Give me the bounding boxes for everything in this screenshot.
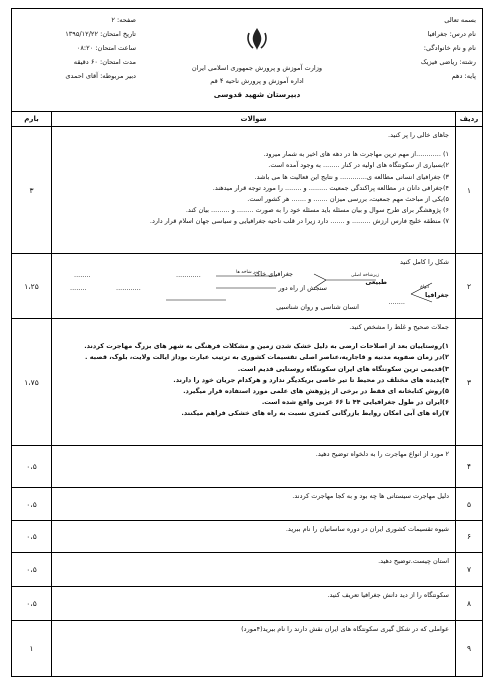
diagram-root: جغرافیا	[425, 291, 449, 300]
column-header-score: بارم	[12, 112, 52, 127]
exam-header	[11, 8, 483, 111]
diagram-blank: ........	[70, 284, 87, 293]
header-exam-date: تاریخ امتحان: ۱۳۹۵/۱۲/۲۲	[65, 30, 136, 38]
column-header-row-number: ردیف	[456, 112, 483, 127]
header-exam-duration: مدت امتحان: ۶۰ دقیقه	[73, 58, 136, 66]
question-body	[52, 621, 456, 677]
question-line: ۳)قدیمی ترین سکونتگاه های ایران سکونتگاه روستایی قدیم است.	[237, 364, 449, 373]
diagram-psychology: انسان شناسی و روان شناسیی	[276, 303, 359, 312]
question-line: ۴)پدیده های مختلف در محیط تا تیر خاصی بریکدیگر ندارد و هرکدام جریان خود را دارند.	[173, 375, 449, 384]
question-body	[52, 254, 456, 319]
question-body	[52, 587, 456, 621]
question-score: ۰،۵	[12, 553, 52, 587]
question-title: سکونتگاه را از دید دانش جغرافیا تعریف کنید.	[327, 591, 449, 599]
question-line: ۱)روستاییان بعد از اصلاحات ارضی به دلیل خشک شدن زمین و مشکلات فرهنگی به شهر های بزرگ مهاجرت کردند.	[84, 342, 449, 351]
question-score: ۰،۵	[12, 521, 52, 553]
question-line: ۲)در زمان صفویه مدنیه و قاجاریه،عناصر اصلی تقسیمات کشوری به ترتیب عبارت بوداز ایالت ولایت، بلوک، قصبه .	[84, 353, 449, 362]
question-score: ۰،۵	[12, 587, 52, 621]
diagram-sub-label: زیر شاخه ها	[236, 270, 259, 276]
question-number: ۴	[456, 446, 483, 488]
question-title: شکل را کامل کنید	[399, 258, 449, 266]
question-number: ۱	[456, 127, 483, 254]
question-title: استان چیست.توضیح دهید.	[378, 557, 449, 565]
question-row-4	[12, 446, 483, 488]
question-number: ۶	[456, 521, 483, 553]
question-number: ۳	[456, 319, 483, 446]
diagram-blank: ............	[176, 271, 201, 280]
question-line: ۶)ایران در طول جغرافیایی ۴۴ تا ۶۶ غربی واقع شده است.	[261, 398, 449, 407]
question-number: ۲	[456, 254, 483, 319]
question-line: ۵)روش کتابخانه ای فقط در برخی از پژوهش های علمی مورد استفاده قرار میگیرد.	[183, 387, 449, 396]
question-body	[52, 521, 456, 553]
question-row-8	[12, 587, 483, 621]
question-title: جملات صحیح و غلط را مشخص کنید.	[349, 323, 449, 331]
questions-table	[11, 111, 483, 677]
question-body	[52, 446, 456, 488]
question-line: ۷) منطقه خلیج فارس ارزش ......... و ....... دارد زیرا در قلب ناحیه جغرافیایی و سیاسی جهان اسلام قرار دارد.	[149, 217, 449, 226]
header-ministry: وزارت آموزش و پرورش جمهوری اسلامی ایران	[191, 64, 323, 72]
question-number: ۸	[456, 587, 483, 621]
question-number: ۵	[456, 488, 483, 521]
question-body	[52, 553, 456, 587]
header-field: رشته: ریاضی فیزیک	[420, 58, 476, 66]
question-row-3	[12, 319, 483, 446]
question-score: ۰،۵	[12, 488, 52, 521]
diagram-branch-label: زیرشاخه اصلی	[351, 273, 379, 279]
question-row-7	[12, 553, 483, 587]
question-line: ۳) جغرافیای انسانی مطالعه ی............. و نتایج این فعالیت ها می باشد.	[254, 172, 449, 181]
question-row-6	[12, 521, 483, 553]
question-row-2	[12, 254, 483, 319]
diagram-blank: ........	[74, 271, 91, 280]
table-header-row	[12, 112, 483, 127]
header-bismillah: بسمه تعالی	[444, 16, 476, 24]
question-score: ۱،۷۵	[12, 319, 52, 446]
header-school-name: دبیرستان شهید قدوسی	[213, 90, 301, 99]
diagram-geo-soil: جغرافیای خاک	[254, 270, 293, 279]
header-page-number: صفحه: ۲	[111, 16, 136, 24]
question-score: ۰،۵	[12, 446, 52, 488]
question-row-5	[12, 488, 483, 521]
question-body	[52, 319, 456, 446]
question-number: ۹	[456, 621, 483, 677]
header-course-name: نام درس: جغرافیا	[427, 30, 476, 38]
diagram-branch-natural: طبیعی	[365, 278, 387, 287]
header-department: اداره آموزش و پرورش ناحیه ۴ قم	[210, 77, 304, 85]
question-line: ۱) ............از مهم ترین مهاجرت ها در دهه های اخیر به شمار میرود.	[263, 150, 449, 159]
column-header-questions: سوالات	[52, 112, 456, 127]
question-row-1	[12, 127, 483, 254]
question-body	[52, 488, 456, 521]
question-title: عواملی که در شکل گیری سکونتگاه های ایران نقش دارند را نام ببرید(۴مورد)	[241, 625, 449, 633]
diagram-remote-sensing: سنجش از راه دور	[278, 284, 327, 293]
question-title: جاهای خالی را پر کنید.	[388, 131, 449, 139]
header-center-info	[162, 27, 352, 101]
question-title: شیوه تقسیمات کشوری ایران در دوره ساسانیان را نام ببرید.	[285, 525, 449, 533]
question-number: ۷	[456, 553, 483, 587]
question-line: ۲)بسیاری از سکونتگاه های اولیه در کنار ........ به وجود آمده است.	[268, 161, 449, 170]
question-line: ۴)جغرافی دانان در مطالعه پراکندگی جمعیت ......... و ........ را مورد توجه قرار میدهند.	[212, 183, 449, 192]
question-title: دلیل مهاجرت سیستانی ها چه بود و به کجا مهاجرت کردند.	[292, 492, 449, 500]
diagram-root-label: انواع	[420, 285, 429, 291]
diagram-blank: ............	[116, 284, 141, 293]
question-line: ۵)یکی از مباحث مهم جمعیت، بررسی میزان ....... و ....... هر کشور است.	[247, 195, 449, 204]
question-title: ۲ مورد از انواع مهاجرت را به دلخواه توضیح دهید.	[315, 450, 449, 458]
header-left-info	[16, 13, 136, 83]
question-score: ۱،۲۵	[12, 254, 52, 319]
diagram-blank: ........	[388, 298, 405, 307]
question-line: ۶) پژوهشگر برای طرح سوال و بیان مسئله باید مسئله خود را به صورت ........ و ......... بیان کند.	[185, 206, 449, 215]
header-exam-time: ساعت امتحان: ۰۸:۲۰	[76, 44, 136, 52]
question-score: ۱	[12, 621, 52, 677]
header-grade: پایه: دهم	[451, 72, 476, 80]
question-line: ۷)راه های آبی امکان روابط بازرگانی کمتری نسبت به راه های خشکی فراهم میکنند.	[181, 409, 449, 418]
header-teacher: دبیر مربوطه: آقای احمدی	[65, 72, 136, 80]
geography-diagram	[56, 270, 449, 314]
header-student-name: نام و نام خانوادگی:	[423, 44, 476, 52]
question-row-9	[12, 621, 483, 677]
iran-emblem-icon	[244, 27, 270, 51]
question-body	[52, 127, 456, 254]
question-score: ۳	[12, 127, 52, 254]
